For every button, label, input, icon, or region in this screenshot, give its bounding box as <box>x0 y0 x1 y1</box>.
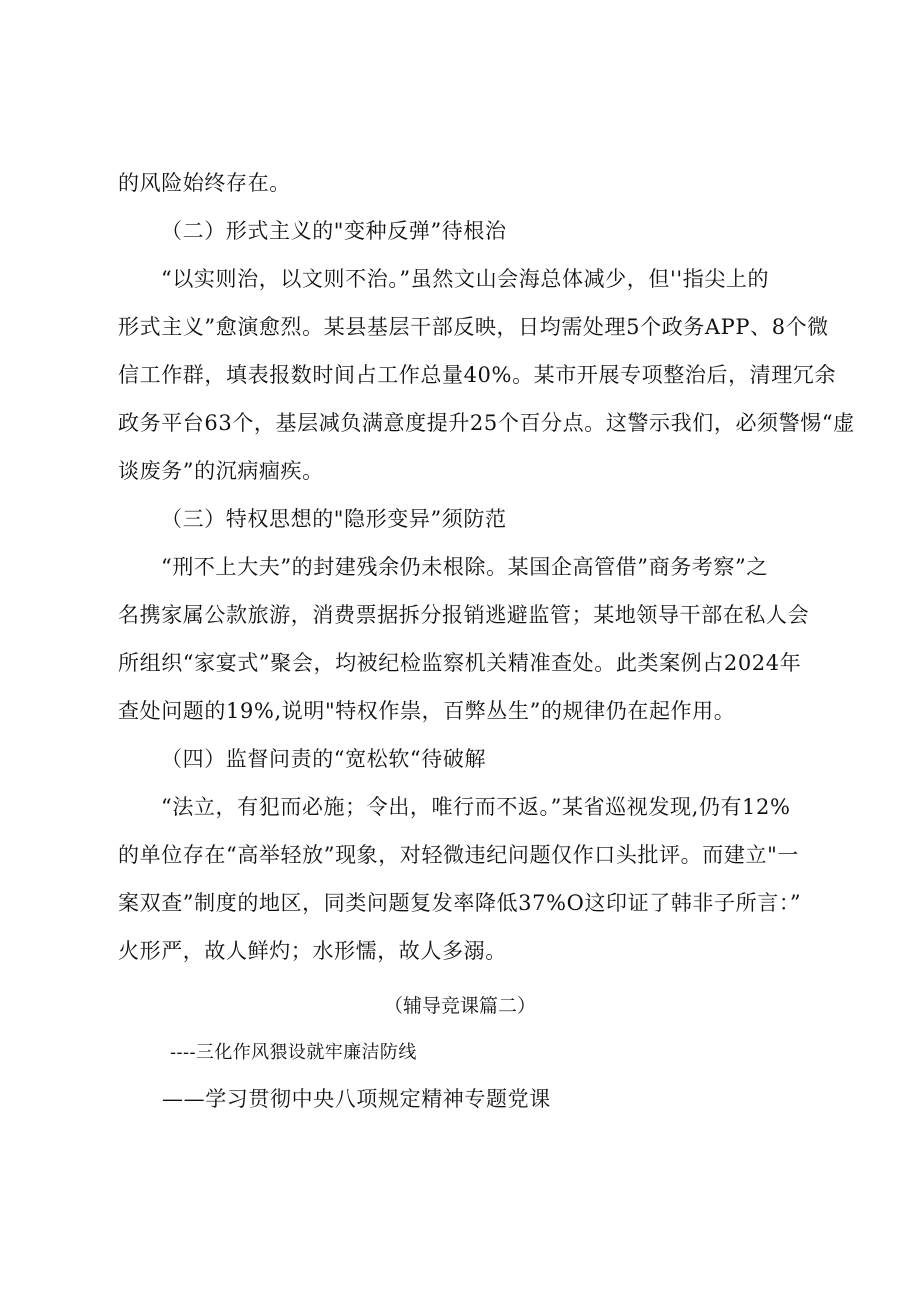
text-line: 谈废务”的沉病痼疾。 <box>118 459 324 483</box>
subtitle-secondary: ——学习贯彻中央八项规定精神专题党课 <box>162 1087 551 1111</box>
section-heading: （四）监督问责的“宽松软“待破解 <box>161 747 487 771</box>
text-line: 所组织“家宴式”聚会，均被纪检监察机关精准查处。此类案例占2024年 <box>118 651 802 675</box>
text-line: 政务平台63个，基层减负满意度提升25个百分点。这警示我们，必须警惕“虚 <box>118 411 855 435</box>
text-line: 的单位存在“高举轻放”现象，对轻微违纪问题仅作口头批评。而建立"一 <box>118 843 799 867</box>
section-heading: （三）特权思想的"隐形变异”须防范 <box>161 507 507 531</box>
text-line: “刑不上大夫”的封建残余仍未根除。某国企高管借”商务考察”之 <box>161 555 768 579</box>
text-line: “以实则治，以文则不治。”虽然文山会海总体减少，但''指尖上的 <box>161 267 770 291</box>
subtitle-main: ----三化作风猥设就牢廉洁防线 <box>170 1042 417 1063</box>
text-line: “法立，有犯而必施；令出，唯行而不返。”某省巡视发现,仍有12% <box>161 795 791 819</box>
text-line: 名携家属公款旅游，消费票据拆分报销逃避监管；某地领导干部在私人会 <box>118 603 810 627</box>
section-heading: （二）形式主义的"变种反弹”待根治 <box>161 219 507 243</box>
text-line: 形式主义”愈演愈烈。某县基层干部反映，日均需处理5个政务APP、8个微 <box>118 315 829 339</box>
section-title: （辅导竞课篇二） <box>383 995 536 1017</box>
text-line: 查处问题的19%,说明"特权作祟，百弊丛生”的规律仍在起作用。 <box>118 699 736 723</box>
text-line: 火形严，故人鲜灼；水形懦，故人多溺。 <box>118 939 507 963</box>
text-line: 信工作群，填表报数时间占工作总量40%。某市开展专项整治后，清理冗余 <box>118 363 837 387</box>
text-line: 案双查”制度的地区，同类问题复发率降低37%O这印证了韩非子所言：” <box>118 891 802 915</box>
text-line: 的风险始终存在。 <box>118 171 291 195</box>
